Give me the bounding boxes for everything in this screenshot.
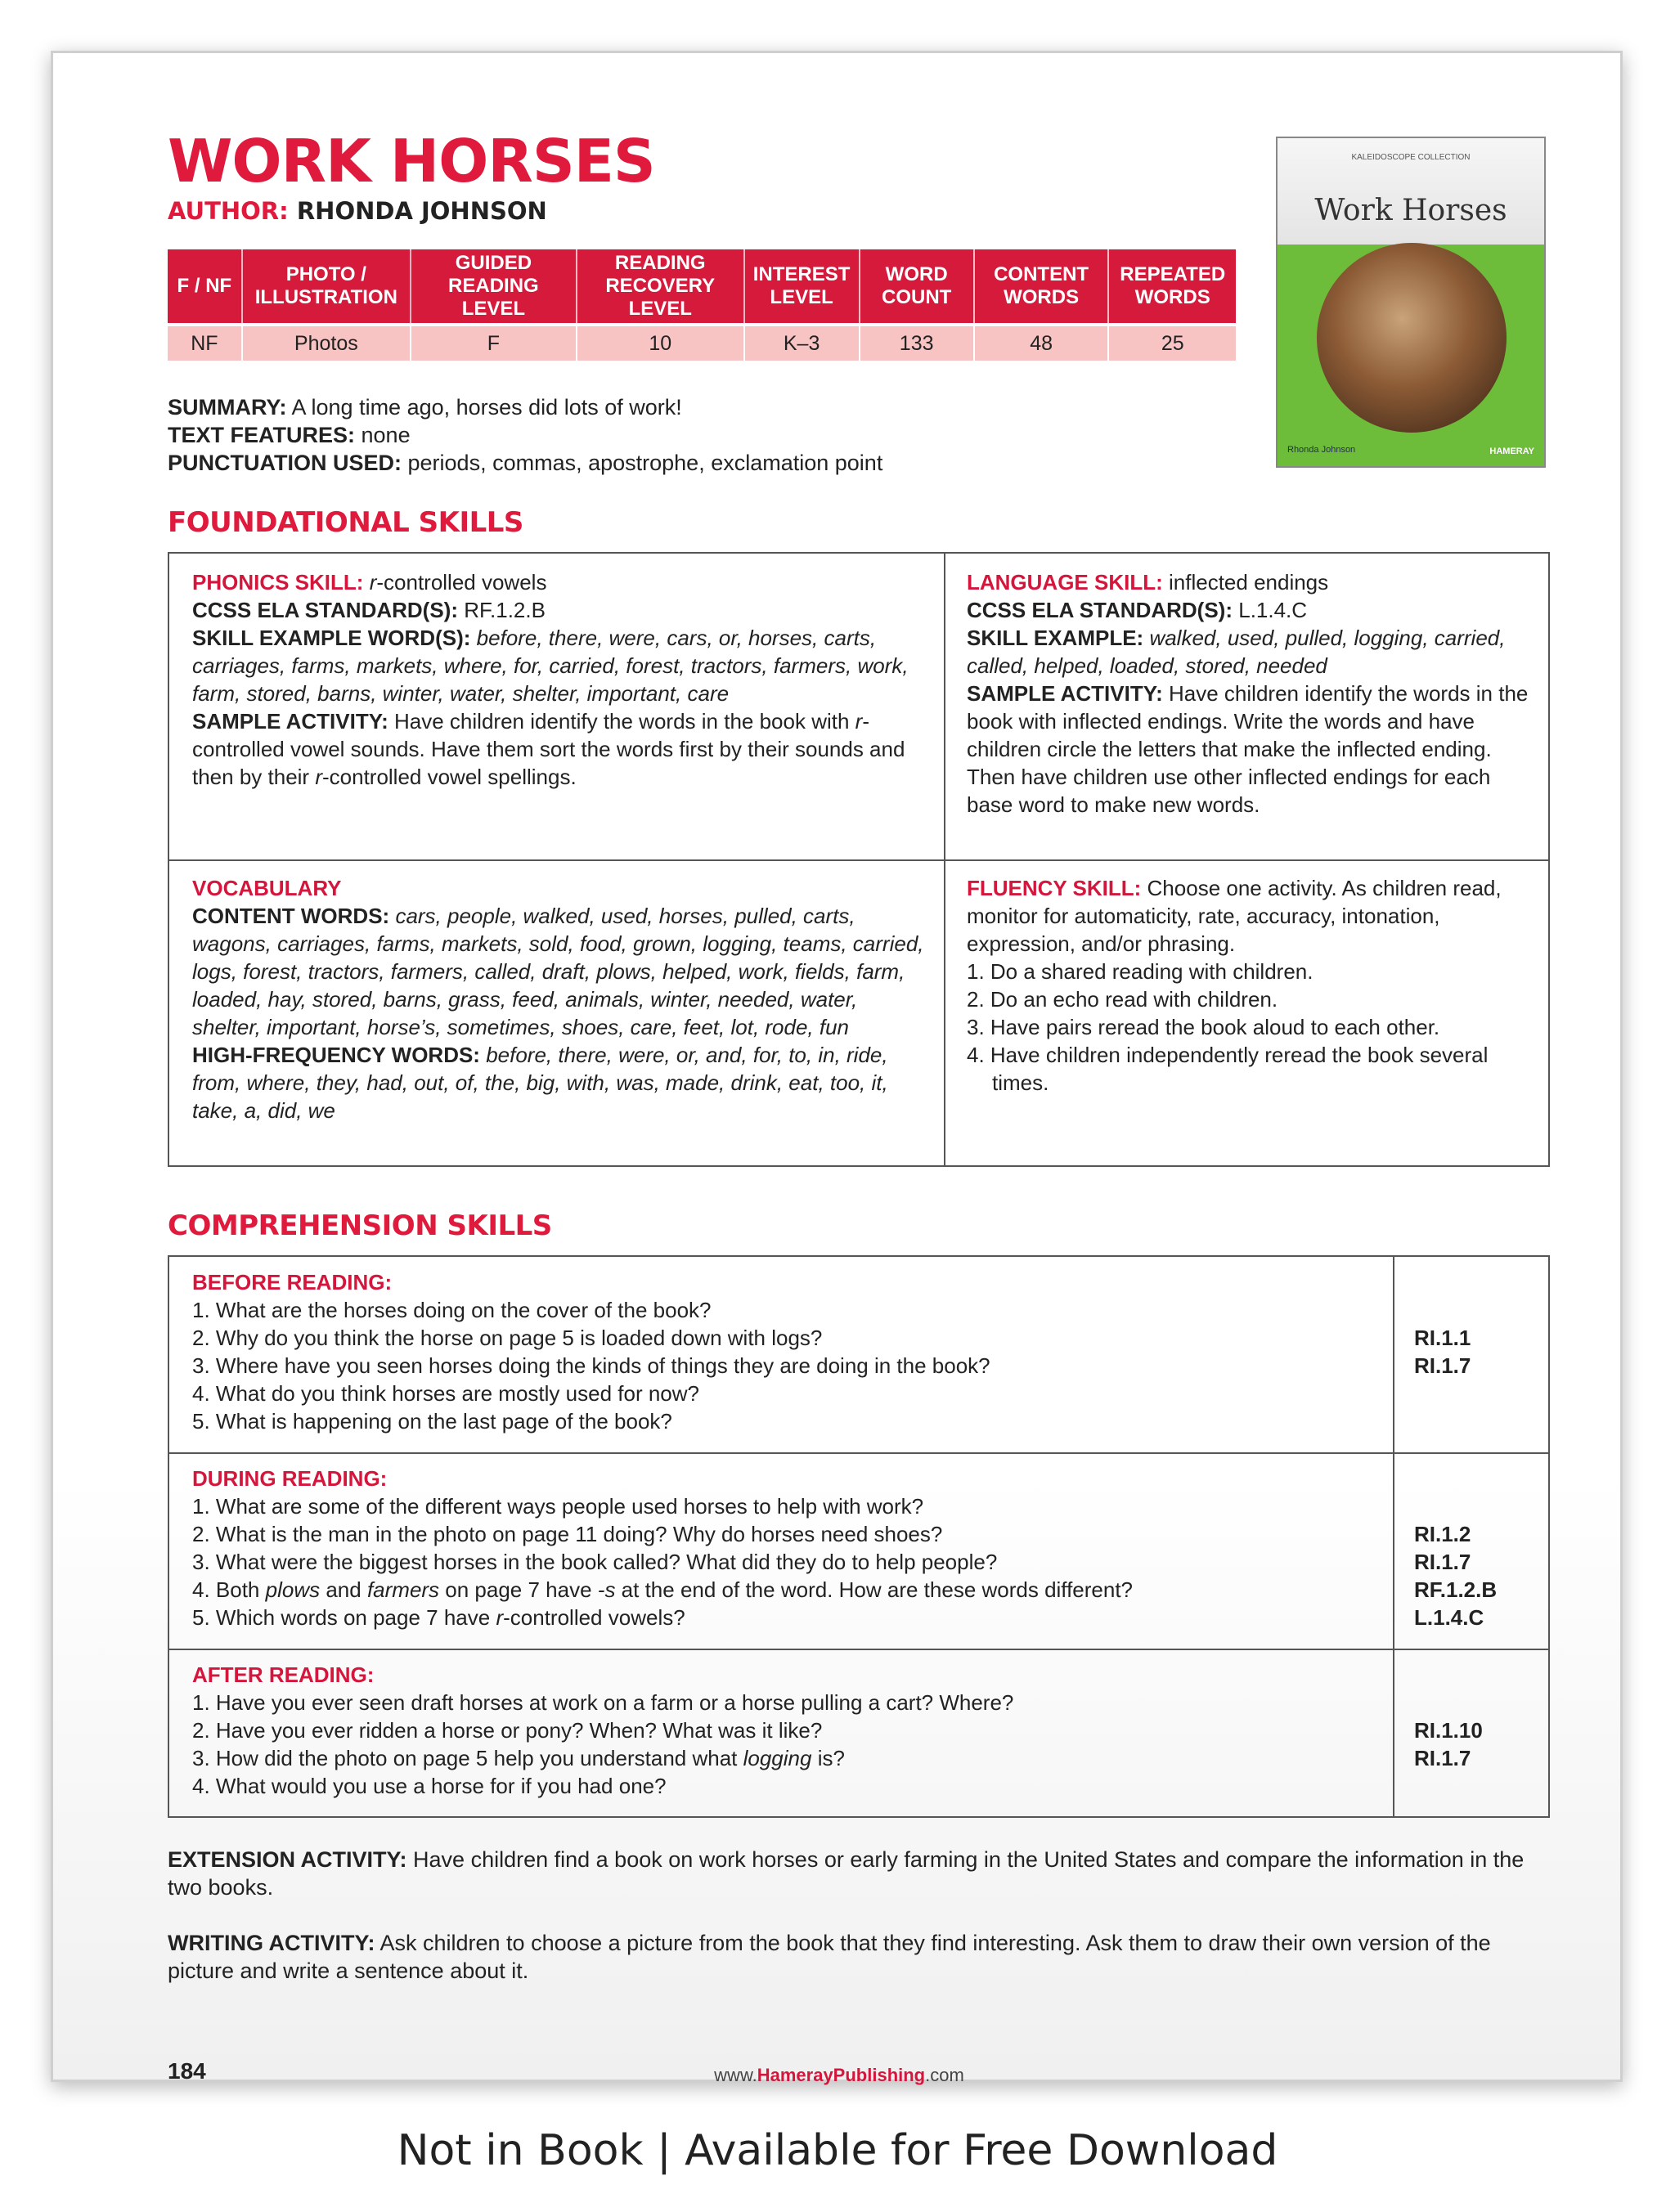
high-frequency-list: before, there, were, or, and, for, to, in, ride, from, where, they, had, out, of, the, big, with, was, made, drink, eat, too, it, take, a, did, we [192,1043,888,1123]
url-suffix: .com [925,2065,964,2085]
after-question: 2. Have you ever ridden a horse or pony? When? What was it like? [192,1718,823,1743]
during-question [192,1604,1378,1631]
fluency-cell [967,874,1531,1097]
phonics-std: RF.1.2.B [464,598,546,622]
during-standard: RI.1.2 [1414,1522,1471,1546]
book-cover-image [1276,137,1546,468]
fluency-item: 1. Do a shared reading with children. [967,959,1314,984]
cover-horse-photo [1317,243,1507,433]
vocabulary-cell [192,874,928,1124]
value-wordcount: 133 [860,325,974,361]
language-skill: inflected endings [1169,570,1329,595]
phonics-r: r [369,570,377,595]
q3-part: is? [811,1746,845,1770]
value-content: 48 [974,325,1109,361]
language-example-label: SKILL EXAMPLE: [967,626,1144,650]
text-features-text: none [361,423,411,447]
during-standard: RF.1.2.B [1414,1577,1498,1602]
phonics-label: PHONICS SKILL: [192,570,364,595]
after-question: 1. Have you ever seen draft horses at work on a farm or a horse pulling a cart? Where? [192,1690,1014,1715]
cover-title: Work Horses [1314,194,1507,227]
extension-activity [168,1846,1558,1901]
fluency-item: 3. Have pairs reread the book aloud to each other. [967,1015,1440,1039]
language-std: L.1.4.C [1238,598,1308,622]
q3-part: 3. How did the photo on page 5 help you understand what [192,1746,743,1770]
text-features-label: TEXT FEATURES: [168,423,355,447]
cover-author: Rhonda Johnson [1287,445,1356,455]
extension-label: EXTENSION ACTIVITY: [168,1847,407,1872]
during-question: 2. What is the man in the photo on page 11 doing? Why do horses need shoes? [192,1522,943,1546]
writing-text: Ask children to choose a picture from the book that they find interesting. Ask them to draw their own version of the picture and write a sentence about it. [168,1931,1491,1983]
page-sheet [51,51,1623,2085]
before-question: 1. What are the horses doing on the cover of the book? [192,1298,712,1322]
publisher-url[interactable] [53,2065,1625,2086]
phonics-activity-label: SAMPLE ACTIVITY: [192,709,388,734]
content-words-label: CONTENT WORDS: [192,904,390,928]
foundational-heading: FOUNDATIONAL SKILLS [168,506,523,539]
before-standard: RI.1.1 [1414,1326,1471,1350]
high-frequency-label: HIGH-FREQUENCY WORDS: [192,1043,480,1067]
punctuation-line [168,449,882,477]
after-standard: RI.1.7 [1414,1746,1471,1770]
phonics-activity-r1: r [855,709,863,734]
summary-line [168,393,882,421]
during-question: 1. What are some of the different ways people used horses to help with work? [192,1494,924,1519]
header-recovery: READING RECOVERY LEVEL [577,249,744,325]
q4-s: -s [597,1577,616,1602]
value-photo: Photos [242,325,411,361]
header-fnf: F / NF [168,249,242,325]
comprehension-divider-2 [169,1649,1548,1650]
language-label: LANGUAGE SKILL: [967,570,1163,595]
author-label: AUTHOR: [168,197,289,225]
after-standard: RI.1.10 [1414,1718,1483,1743]
after-standards [1414,1716,1483,1772]
after-question: 4. What would you use a horse for if you had one? [192,1774,667,1798]
comprehension-table [168,1255,1550,1818]
summary-label: SUMMARY: [168,395,287,420]
during-standards [1414,1520,1497,1631]
phonics-activity-2: -controlled vowel sounds. Have them sort the words first by their sounds and then by their [192,709,905,789]
phonics-example-label: SKILL EXAMPLE WORD(S): [192,626,471,650]
q4-farmers: farmers [366,1577,440,1602]
before-question: 4. What do you think horses are mostly used for now? [192,1381,699,1406]
foundational-skills-grid [168,552,1550,1167]
author-line [168,197,547,225]
header-repeated: REPEATED WORDS [1108,249,1236,325]
author-name: RHONDA JOHNSON [296,197,547,225]
language-example-words: walked, used, pulled, logging, carried, called, helped, loaded, stored, needed [967,626,1506,678]
phonics-activity-1: Have children identify the words in the book with [394,709,855,734]
writing-activity [168,1929,1558,1985]
info-table-header-row [168,249,1236,325]
before-standards [1414,1324,1471,1380]
punctuation-text: periods, commas, apostrophe, exclamation point [407,451,883,475]
before-question: 5. What is happening on the last page of the book? [192,1409,672,1434]
after-reading-label: AFTER READING: [192,1662,375,1687]
cover-publisher-logo: HAMERAY [1489,446,1534,456]
vocabulary-label: VOCABULARY [192,876,342,900]
q5-part: 5. Which words on page 7 have [192,1605,496,1630]
book-info-table [168,249,1236,361]
extension-text: Have children find a book on work horses or early farming in the United States and compare the information in the two books. [168,1847,1525,1900]
q5-r: r [496,1605,504,1630]
summary-text: A long time ago, horses did lots of work! [291,395,682,420]
header-wordcount: WORD COUNT [860,249,974,325]
header-guided: GUIDED READING LEVEL [411,249,577,325]
q4-part: on page 7 have [439,1577,598,1602]
cover-collection: KALEIDOSCOPE COLLECTION [1351,153,1471,162]
book-title: WORK HORSES [168,127,655,195]
comprehension-heading: COMPREHENSION SKILLS [168,1209,552,1242]
language-activity: Have children identify the words in the book with inflected endings. Write the words and have children circle the letters that make the inflected ending. Then have children use other inflected endings for each base word to make new words. [967,681,1529,817]
language-std-label: CCSS ELA STANDARD(S): [967,598,1233,622]
phonics-example-words: before, there, were, cars, or, horses, carts, carriages, farms, markets, where, for, carried, forest, tractors, farmers, work, farm, stored, barns, winter, water, shelter, important, care [192,626,909,706]
url-prefix: www. [714,2065,757,2085]
during-standard: RI.1.7 [1414,1550,1471,1574]
phonics-activity-3: -controlled vowel spellings. [321,765,577,789]
punctuation-label: PUNCTUATION USED: [168,451,402,475]
comprehension-divider-1 [169,1452,1548,1454]
before-standard: RI.1.7 [1414,1353,1471,1378]
q4-plows: plows [265,1577,321,1602]
value-interest: K–3 [744,325,860,361]
url-brand: HamerayPublishing [757,2065,926,2085]
q3-logging: logging [743,1746,812,1770]
info-table-value-row [168,325,1236,361]
header-content: CONTENT WORDS [974,249,1109,325]
header-interest: INTEREST LEVEL [744,249,860,325]
phonics-skill: -controlled vowels [376,570,547,595]
grid-divider-horizontal [169,859,1548,861]
during-reading-label: DURING READING: [192,1466,388,1491]
q4-part: at the end of the word. How are these words different? [615,1577,1134,1602]
phonics-std-label: CCSS ELA STANDARD(S): [192,598,458,622]
fluency-label: FLUENCY SKILL: [967,876,1142,900]
page-number: 184 [168,2058,206,2084]
q5-part: -controlled vowels? [503,1605,685,1630]
phonics-activity-r2: r [315,765,322,789]
summary-block [168,393,882,477]
content-words-list: cars, people, walked, used, horses, pulled, carts, wagons, carriages, farms, markets, sold, food, grown, logging, teams, carried, logs, forest, tractors, farmers, called, draft, plows, helped, work, fields, farm, loaded, hay, stored, barns, grass, feed, animals, winter, needed, water, shelter, important, horse’s, sometimes, shoes, care, feet, lot, rode, fun [192,904,924,1039]
before-question: 2. Why do you think the horse on page 5 is loaded down with logs? [192,1326,823,1350]
before-reading-cell [192,1268,1378,1435]
before-reading-label: BEFORE READING: [192,1270,393,1294]
value-guided: F [411,325,577,361]
value-recovery: 10 [577,325,744,361]
fluency-item: 4. Have children independently reread the book several times. [967,1043,1489,1095]
during-standard: L.1.4.C [1414,1605,1484,1630]
text-features-line [168,421,882,449]
after-question [192,1744,1378,1772]
value-fnf: NF [168,325,242,361]
during-question [192,1576,1378,1604]
during-question: 3. What were the biggest horses in the book called? What did they do to help people? [192,1550,998,1574]
before-question: 3. Where have you seen horses doing the kinds of things they are doing in the book? [192,1353,990,1378]
q4-part: 4. Both [192,1577,266,1602]
header-photo: PHOTO / ILLUSTRATION [242,249,411,325]
q4-part: and [320,1577,367,1602]
download-caption: Not in Book | Available for Free Download [397,2126,1278,2175]
writing-label: WRITING ACTIVITY: [168,1931,375,1955]
language-activity-label: SAMPLE ACTIVITY: [967,681,1163,706]
value-repeated: 25 [1108,325,1236,361]
fluency-item: 2. Do an echo read with children. [967,987,1278,1012]
during-reading-cell [192,1465,1378,1631]
comprehension-divider-vertical [1393,1257,1394,1816]
after-reading-cell [192,1661,1378,1800]
fluency-intro: Choose one activity. As children read, monitor for automaticity, rate, accuracy, intonation, expression, and/or phrasing. [967,876,1502,956]
language-cell [967,568,1531,819]
phonics-cell [192,568,928,791]
